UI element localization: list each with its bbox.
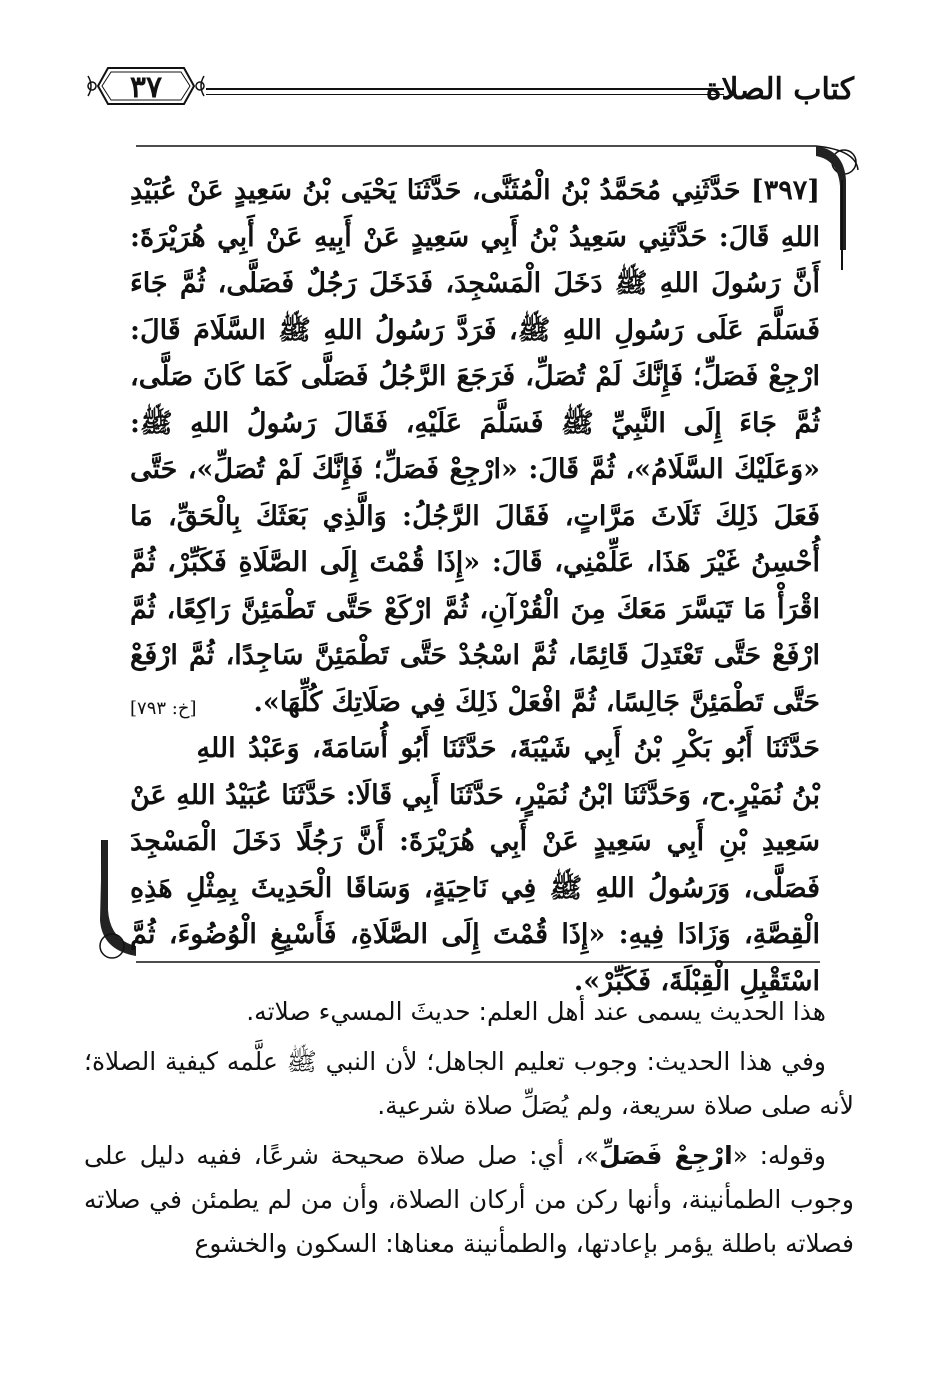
hadith-part-1 — [130, 168, 820, 726]
commentary-paragraph: هذا الحديث يسمى عند أهل العلم: حديثَ المسيء صلاته. — [246, 997, 826, 1026]
running-header — [86, 58, 854, 116]
commentary-paragraph — [84, 1134, 854, 1266]
hadith-frame — [96, 140, 860, 997]
header-rule-thin — [206, 94, 724, 95]
commentary-paragraph: وفي هذا الحديث: وجوب تعليم الجاهل؛ لأن النبي ﷺ علَّمه كيفية الصلاة؛ لأنه صلى صلاة سريعة، ولم يُصَلِّ صلاة شرعية. — [84, 1047, 854, 1120]
quote-open: وقوله: « — [732, 1141, 826, 1170]
hadith-number: [٣٩٧] — [750, 175, 820, 206]
chapter-title: كتاب الصلاة — [705, 72, 854, 107]
page-number-ornament — [86, 60, 206, 112]
quoted-phrase: ارْجِعْ فَصَلِّ — [599, 1141, 733, 1170]
page-number: ٣٧ — [129, 70, 163, 105]
commentary — [84, 990, 854, 1272]
hadith-part-2: حَدَّثَنَا أَبُو بَكْرِ بْنُ أَبِي شَيْبَةَ، حَدَّثَنَا أَبُو أُسَامَةَ، وَعَبْدُ اللهِ بْنُ نُمَيْرٍ.ح، وَحَدَّثَنَا ابْنُ نُمَيْرٍ، حَدَّثَنَا أَبِي قَالَا: حَدَّثَنَا عُبَيْدُ اللهِ عَنْ سَعِيدِ بْنِ أَبِي سَعِيدٍ عَنْ أَبِي هُرَيْرَةَ: أَنَّ رَجُلًا دَخَلَ الْمَسْجِدَ فَصَلَّى، وَرَسُولُ اللهِ ﷺ فِي نَاحِيَةٍ، وَسَاقَا الْحَدِيثَ بِمِثْلِ هَذِهِ الْقِصَّةِ، وَزَادَا فِيهِ: «إِذَا قُمْتَ إِلَى الصَّلَاةِ، فَأَسْبِغِ الْوُضُوءَ، ثُمَّ اسْتَقْبِلِ الْقِبْلَةَ، فَكَبِّرْ». — [130, 733, 820, 997]
hadith-text — [130, 168, 820, 1005]
reference-note: [خ: ٧٩٣] — [130, 697, 197, 719]
header-rule — [206, 88, 724, 90]
hadith-body: حَدَّثَنِي مُحَمَّدُ بْنُ الْمُثَنَّى، حَدَّثَنَا يَحْيَى بْنُ سَعِيدٍ عَنْ عُبَيْدِ اللهِ قَالَ: حَدَّثَنِي سَعِيدُ بْنُ أَبِي سَعِيدٍ عَنْ أَبِيهِ عَنْ أَبِي هُرَيْرَةَ: أَنَّ رَسُولَ اللهِ ﷺ دَخَلَ الْمَسْجِدَ، فَدَخَلَ رَجُلٌ فَصَلَّى، ثُمَّ جَاءَ فَسَلَّمَ عَلَى رَسُولِ اللهِ ﷺ، فَرَدَّ رَسُولُ اللهِ ﷺ السَّلَامَ قَالَ: ارْجِعْ فَصَلِّ؛ فَإِنَّكَ لَمْ تُصَلِّ، فَرَجَعَ الرَّجُلُ فَصَلَّى كَمَا كَانَ صَلَّى، ثُمَّ جَاءَ إِلَى النَّبِيِّ ﷺ فَسَلَّمَ عَلَيْهِ، فَقَالَ رَسُولُ اللهِ ﷺ: «وَعَلَيْكَ السَّلَامُ»، ثُمَّ قَالَ: «ارْجِعْ فَصَلِّ؛ فَإِنَّكَ لَمْ تُصَلِّ»، حَتَّى فَعَلَ ذَلِكَ ثَلَاثَ مَرَّاتٍ، فَقَالَ الرَّجُلُ: وَالَّذِي بَعَثَكَ بِالْحَقِّ، مَا أُحْسِنُ غَيْرَ هَذَا، عَلِّمْنِي، قَالَ: «إِذَا قُمْتَ إِلَى الصَّلَاةِ فَكَبِّرْ، ثُمَّ اقْرَأْ مَا تَيَسَّرَ مَعَكَ مِنَ الْقُرْآنِ، ثُمَّ ارْكَعْ حَتَّى تَطْمَئِنَّ رَاكِعًا، ثُمَّ ارْفَعْ حَتَّى تَعْتَدِلَ قَائِمًا، ثُمَّ اسْجُدْ حَتَّى تَطْمَئِنَّ سَاجِدًا، ثُمَّ ارْفَعْ حَتَّى تَطْمَئِنَّ جَالِسًا، ثُمَّ افْعَلْ ذَلِكَ فِي صَلَاتِكَ كُلِّهَا». — [130, 175, 821, 718]
commentary-text: »، أي: صل صلاة صحيحة شرعًا، ففيه دليل على وجوب الطمأنينة، وأنها ركن من أركان الصلاة، وأن من لم يطمئن في صلاته فصلاته باطلة يؤمر بإعادتها، والطمأنينة معناها: السكون والخشوع — [84, 1141, 854, 1258]
